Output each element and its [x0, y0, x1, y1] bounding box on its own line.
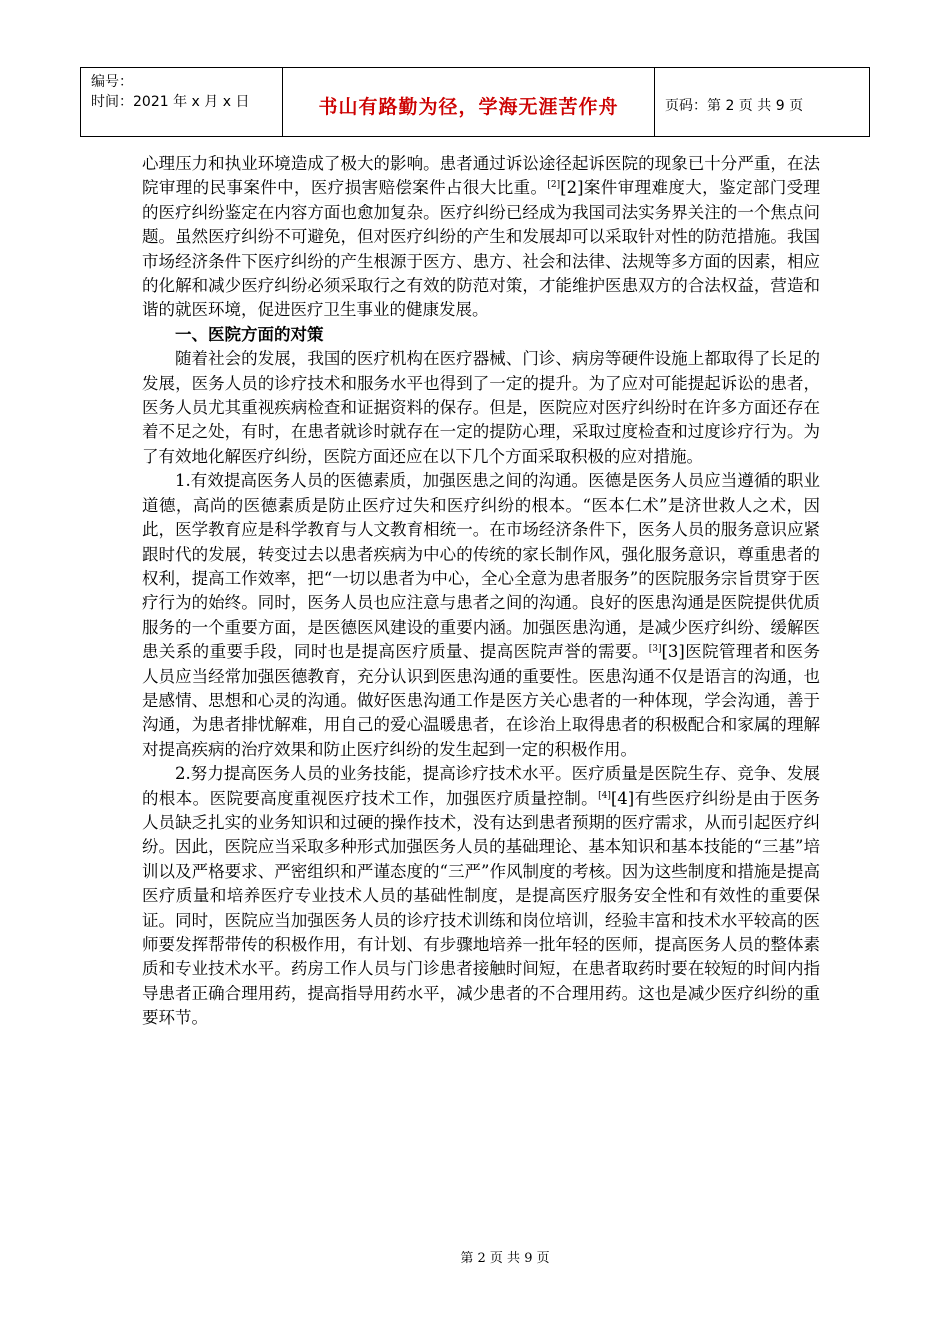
paragraph-text: [3]医院管理者和医务人员应当经常加强医德教育，充分认识到医患沟通的重要性。医患沟通不仅是语言的沟通，也是感情、思想和心灵的沟通。做好医患沟通工作是医方关心患者的一种体现，学会沟通，善于沟通，为患者排忧解难，用自己的爱心温暖患者，在诊治上取得患者的积极配合和家属的理解对提高疾病的治疗效果和防止医疗纠纷的发生起到一定的积极作用。	[142, 642, 821, 759]
paragraph-text: [2]案件审理难度大，鉴定部门受理的医疗纠纷鉴定在内容方面也愈加复杂。医疗纠纷已经成为我国司法实务界关注的一个焦点问题。虽然医疗纠纷不可避免，但对医疗纠纷的产生和发展却可以采取针对性的防范措施。我国市场经济条件下医疗纠纷的产生根源于医方、患方、社会和法律、法规等多方面的因素，相应的化解和减少医疗纠纷必须采取行之有效的防范对策，才能维护医患双方的合法权益，营造和谐的就医环境，促进医疗卫生事业的健康发展。	[142, 178, 821, 320]
citation-marker: [3]	[648, 644, 662, 655]
paragraph-text: 心理压力和执业环境造成了极大的影响。患者通过诉讼途径起诉医院的现象已十分严重，在法院审理的民事案件中，医疗损害赔偿案件占很大比重。	[142, 154, 820, 198]
paragraph-point-1	[142, 469, 820, 762]
page-footer: 第 2 页 共 9 页	[460, 1251, 550, 1266]
header-meta	[81, 68, 283, 136]
paragraph-text: 2.努力提高医务人员的业务技能，提高诊疗技术水平。医疗质量是医院生存、竞争、发展的根本。医院要高度重视医疗技术工作，加强医疗质量控制。	[142, 764, 820, 808]
citation-marker: [4]	[598, 790, 611, 801]
paragraph-section-intro: 随着社会的发展，我国的医疗机构在医疗器械、门诊、病房等硬件设施上都取得了长足的发展，医务人员的诊疗技术和服务水平也得到了一定的提升。为了应对可能提起诉讼的患者，医务人员尤其重视疾病检查和证据资料的保存。但是，医院应对医疗纠纷时在许多方面还存在着不足之处，有时，在患者就诊时就存在一定的提防心理，采取过度检查和过度诊疗行为。为了有效地化解医疗纠纷，医院方面还应在以下几个方面采取积极的应对措施。	[142, 349, 820, 466]
document-date: 时间：2021 年 x 月 x 日	[91, 94, 250, 110]
section-heading: 一、医院方面的对策	[175, 324, 324, 344]
document-body	[142, 152, 820, 1031]
paragraph-text: [4]有些医疗纠纷是由于医务人员缺乏扎实的业务知识和过硬的操作技术，没有达到患者预期的医疗需求，从而引起医疗纠纷。因此，医院应当采取多种形式加强医务人员的基础理论、基本知识和基本技能的“三基”培训以及严格要求、严密组织和严谨态度的“三严”作风制度的考核。因为这些制度和措施是提高医疗质量和培养医疗专业技术人员的基础性制度，是提高医疗服务安全性和有效性的重要保证。同时，医院应当加强医务人员的诊疗技术训练和岗位培训，经验丰富和技术水平较高的医师要发挥帮带传的积极作用，有计划、有步骤地培养一批年轻的医师，提高医务人员的整体素质和专业技术水平。药房工作人员与门诊患者接触时间短，在患者取药时要在较短的时间内指导患者正确合理用药，提高指导用药水平，减少患者的不合理用药。这也是减少医疗纠纷的重要环节。	[142, 788, 821, 1028]
document-number: 编号：	[91, 74, 133, 90]
paragraph-point-2	[142, 762, 820, 1030]
header-motto: 书山有路勤为径，学海无涯苦作舟	[283, 68, 655, 136]
paragraph-text: 1.有效提高医务人员的医德素质，加强医患之间的沟通。医德是医务人员应当遵循的职业道德，高尚的医德素质是防止医疗过失和医疗纠纷的根本。“医本仁术”是济世救人之术，因此，医学教育应是科学教育与人文教育相统一。在市场经济条件下，医务人员的服务意识应紧跟时代的发展，转变过去以患者疾病为中心的传统的家长制作风，强化服务意识，尊重患者的权利，提高工作效率，把“一切以患者为中心，全心全意为患者服务”的医院服务宗旨贯穿于医疗行为的始终。同时，医务人员也应注意与患者之间的沟通。良好的医患沟通是医院提供优质服务的一个重要方面，是医德医风建设的重要内涵。加强医患沟通，是减少医疗纠纷、缓解医患关系的重要手段，同时也是提高医疗质量、提高医院声誉的需要。	[142, 471, 820, 662]
header-page-info: 页码：第 2 页 共 9 页	[665, 98, 804, 114]
page-header	[80, 67, 870, 137]
citation-marker: [2]	[547, 180, 561, 191]
paragraph-intro	[142, 152, 820, 323]
